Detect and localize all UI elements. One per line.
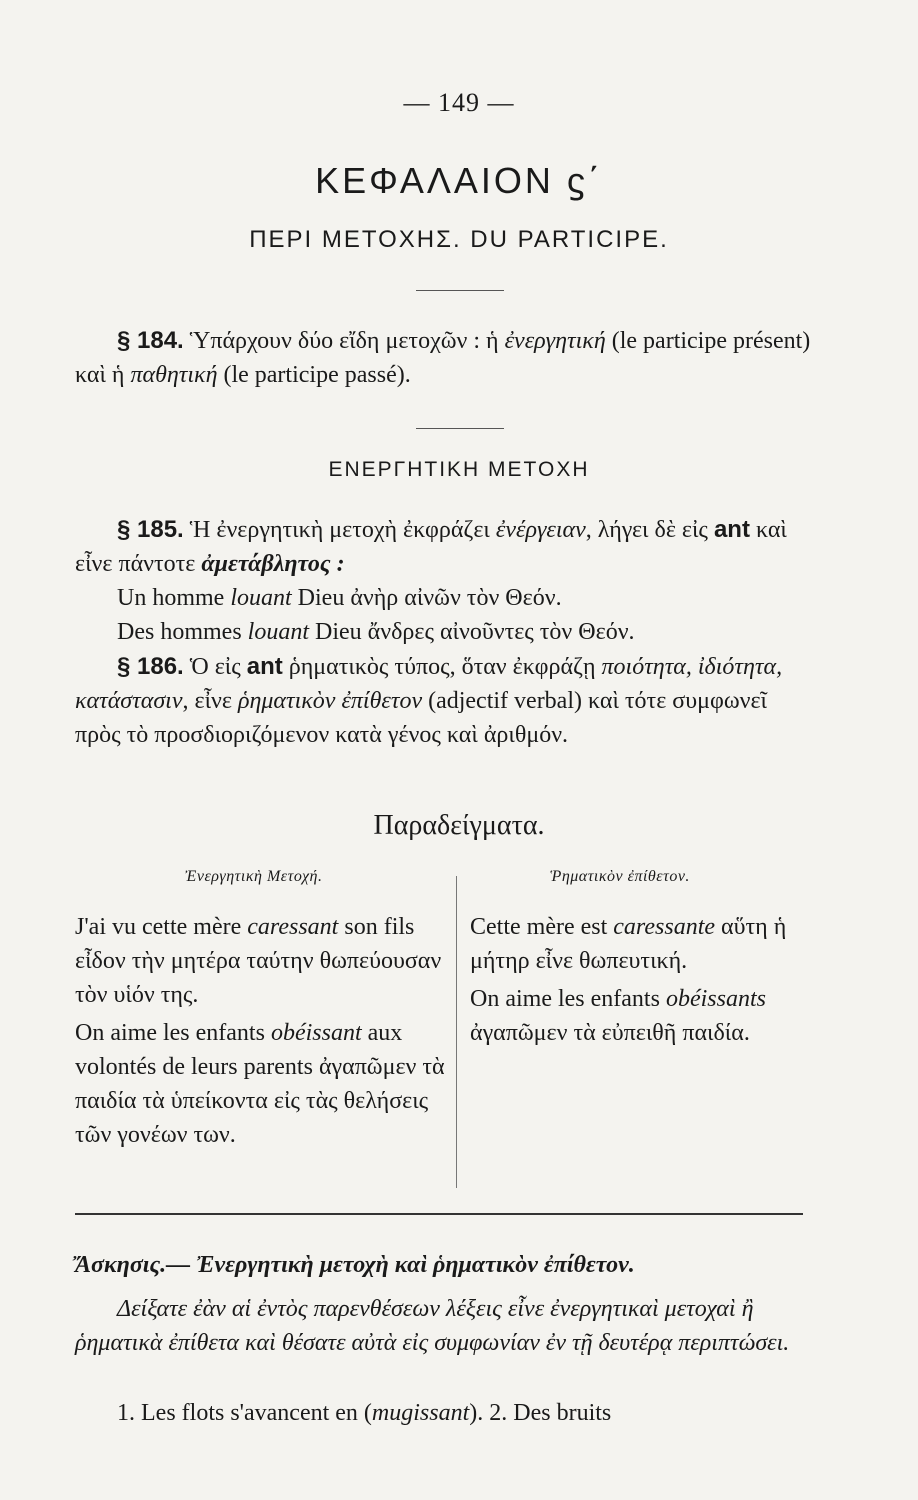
italic-term: obéissant	[270, 1020, 362, 1046]
italic-term: louant	[230, 585, 292, 611]
examples-heading: Παραδείγματα.	[373, 810, 545, 841]
example	[75, 910, 445, 1012]
text: Ὑπάρχουν δύο εἴδη μετοχῶν : ἡ	[183, 328, 505, 354]
text: Un homme	[117, 585, 231, 611]
bold-term: ant	[713, 516, 750, 543]
text: (adjectif verbal) καὶ τότε συμφωνεῖ πρὸς τὸ προσδιοριζόμενον κατὰ γένος καὶ ἀριθμόν.	[75, 688, 767, 748]
page-number: — 149 —	[403, 88, 515, 117]
section-number: § 184.	[117, 327, 184, 354]
section-heading: ΕΝΕΡΓΗΤΙΚΗ ΜΕΤΟΧΗ	[328, 458, 590, 481]
text: ἀγαπῶμεν τὰ εὐπειθῆ παιδία.	[470, 1020, 750, 1046]
text: Des hommes	[117, 619, 248, 645]
chapter-title: ΚΕΦΑΛΑΙΟΝ ϛ΄	[315, 160, 603, 201]
chapter-subtitle: ΠΕΡΙ ΜΕΤΟΧΗΣ. DU PARTICIPE.	[249, 226, 669, 253]
text: ῥηματικὸς τύπος, ὅταν ἐκφράζῃ	[282, 654, 602, 680]
example	[75, 1016, 445, 1152]
divider	[75, 1213, 803, 1215]
italic-term: ῥηματικὸν ἐπίθετον	[237, 688, 423, 714]
examples-column-right	[470, 910, 815, 1054]
italic-term: ἐνέργειαν	[495, 517, 586, 543]
column-heading-left: Ἐνεργητικὴ Μετοχή.	[185, 868, 323, 885]
italic-term: ἐνεργητική	[504, 328, 606, 354]
text: On aime les enfants	[75, 1020, 271, 1046]
exercise-title: Ἄσκησις.— Ἐνεργητικὴ μετοχὴ καὶ ῥηματικὸν ἐπίθετον.	[75, 1252, 635, 1278]
examples-column-left	[75, 910, 445, 1156]
section-number: § 185.	[117, 516, 184, 543]
text: , λήγει δὲ εἰς	[585, 517, 714, 543]
bold-term: ἀμετάβλητος :	[201, 551, 345, 577]
paragraph-186	[75, 650, 815, 752]
italic-term: παθητική	[130, 362, 218, 388]
text: Ἡ ἐνεργητικὴ μετοχὴ ἐκφράζει	[183, 517, 496, 543]
text: αὕτη ἡ μήτηρ εἶνε θωπευτική.	[470, 914, 787, 974]
italic-term: caressante	[613, 914, 716, 940]
italic-term: mugissant	[371, 1400, 470, 1426]
exercise-item	[75, 1396, 815, 1430]
paragraph-185	[75, 513, 815, 581]
paragraph-184	[75, 324, 815, 392]
text: Cette mère est	[470, 914, 614, 940]
text: On aime les enfants	[470, 986, 666, 1012]
italic-term: caressant	[247, 914, 339, 940]
text: J'ai vu cette mère	[75, 914, 248, 940]
text: (le participe présent) καὶ ἡ	[75, 328, 811, 388]
exercise-instruction: Δείξατε ἐὰν αἱ ἐντὸς παρενθέσεων λέξεις εἶνε ἐνεργητικαὶ μετοχαὶ ἢ ῥηματικὰ ἐπίθετα καὶ θέσατε αὐτὰ εἰς συμφωνίαν ἐν τῇ δευτέρᾳ περιπτώσει.	[75, 1296, 790, 1356]
text: Ὁ εἰς	[183, 654, 247, 680]
text: son fils εἶδον τὴν μητέρα ταύτην θωπεύουσαν τὸν υἱόν της.	[75, 914, 442, 1008]
column-heading-right: Ῥηματικὸν ἐπίθετον.	[550, 868, 690, 885]
italic-term: louant	[247, 619, 309, 645]
section-number: § 186.	[117, 653, 184, 680]
text: 1. Les flots s'avancent en (	[117, 1400, 372, 1426]
text: , εἶνε	[182, 688, 238, 714]
text: Dieu ἄνδρες αἰνοῦντες τὸν Θεόν.	[309, 619, 635, 645]
divider	[416, 428, 504, 429]
example-line	[75, 581, 815, 615]
example	[470, 982, 815, 1050]
bold-term: ant	[246, 653, 283, 680]
text: καὶ εἶνε πάντοτε	[75, 517, 787, 577]
italic-term: obéissants	[665, 986, 766, 1012]
text: Dieu ἀνὴρ αἰνῶν τὸν Θεόν.	[291, 585, 562, 611]
text: ). 2. Des bruits	[469, 1400, 612, 1426]
example-line	[75, 615, 815, 649]
text: aux volontés de leurs parents ἀγαπῶμεν τὰ παιδία τὰ ὑπείκοντα εἰς τὰς θελήσεις τῶν γονέων των.	[75, 1020, 445, 1148]
text: (le participe passé).	[217, 362, 411, 388]
divider	[416, 290, 504, 291]
example	[470, 910, 815, 978]
italic-term: ποιότητα, ἰδιότητα, κατάστασιν	[75, 654, 783, 714]
column-divider	[456, 876, 457, 1188]
